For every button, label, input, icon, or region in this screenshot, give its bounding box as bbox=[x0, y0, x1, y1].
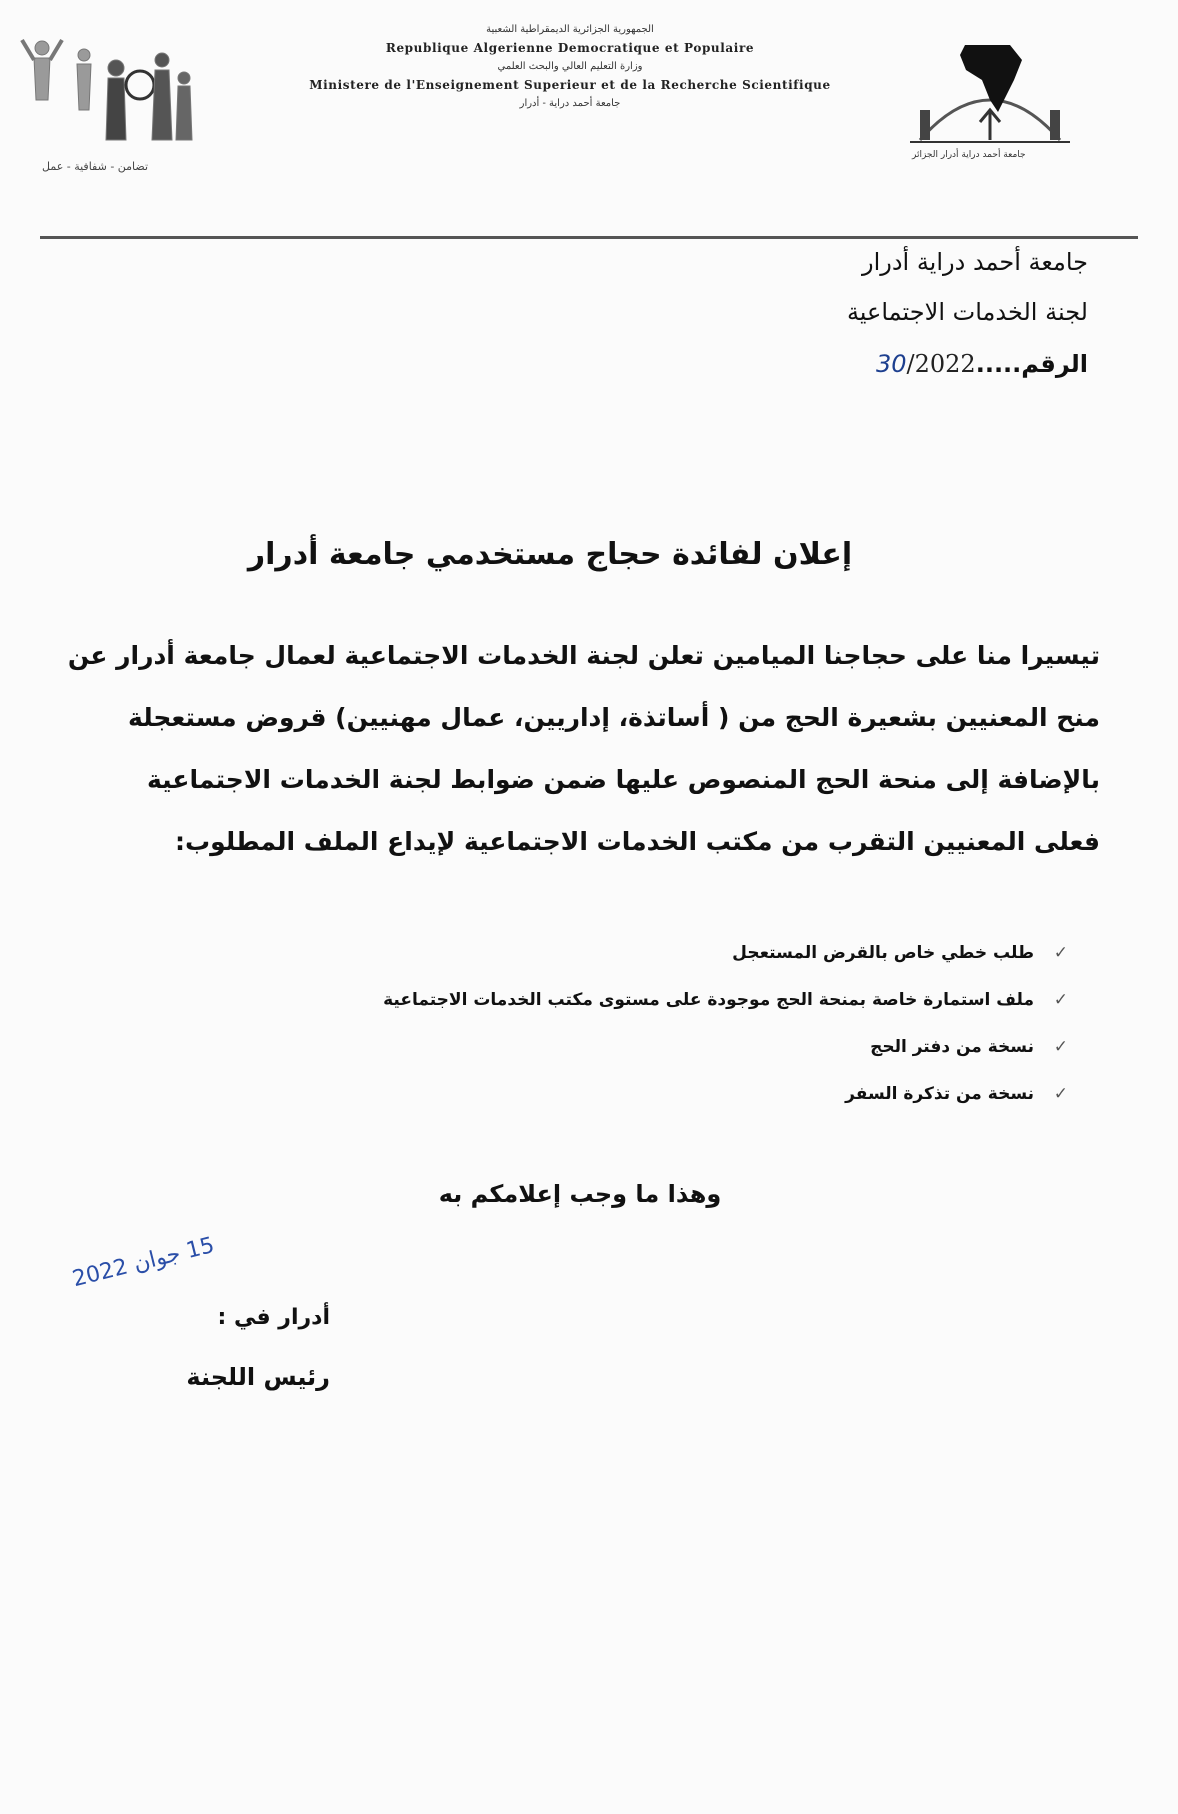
body-line: فعلى المعنيين التقرب من مكتب الخدمات الاجتماعية لإيداع الملف المطلوب: bbox=[175, 827, 1100, 856]
signature-role: رئيس اللجنة bbox=[186, 1363, 330, 1391]
university-logo bbox=[900, 40, 1100, 180]
announcement-body bbox=[20, 625, 1100, 873]
republic-french: Republique Algerienne Democratique et Populaire bbox=[385, 41, 755, 55]
list-item bbox=[168, 977, 1068, 1024]
reference-year: /2022 bbox=[906, 350, 976, 378]
list-item-text: ملف استمارة خاصة بمنحة الحج موجودة على مستوى مكتب الخدمات الاجتماعية bbox=[383, 990, 1034, 1010]
reference-number bbox=[488, 350, 1088, 378]
social-services-logo bbox=[12, 30, 222, 180]
check-icon: ✓ bbox=[1053, 990, 1068, 1010]
ministry-french: Ministere de l'Enseignement Superieur et de la Recherche Scientifique bbox=[309, 78, 831, 92]
check-icon: ✓ bbox=[1053, 943, 1068, 963]
required-documents-list bbox=[168, 930, 1068, 1118]
family-figures-icon bbox=[12, 30, 202, 155]
list-item bbox=[168, 1071, 1068, 1118]
check-icon: ✓ bbox=[1053, 1084, 1068, 1104]
letterhead bbox=[250, 22, 890, 111]
list-item-text: نسخة من دفتر الحج bbox=[870, 1037, 1034, 1057]
logo-caption: جامعة أحمد دراية أدرار الجزائر bbox=[912, 150, 1026, 160]
sender-committee: لجنة الخدمات الاجتماعية bbox=[846, 298, 1088, 326]
list-item-text: نسخة من تذكرة السفر bbox=[845, 1084, 1034, 1104]
africa-map-icon bbox=[900, 40, 1080, 150]
reference-handwritten-number: 30 bbox=[875, 350, 907, 378]
announcement-title: إعلان لفائدة حجاج مستخدمي جامعة أدرار bbox=[247, 537, 853, 572]
body-line: منح المعنيين بشعيرة الحج من ( أساتذة، إداريين، عمال مهنيين) قروض مستعجلة bbox=[128, 703, 1100, 732]
body-line: بالإضافة إلى منحة الحج المنصوص عليها ضمن ضوابط لجنة الخدمات الاجتماعية bbox=[147, 765, 1100, 794]
body-line: تيسيرا منا على حجاجنا الميامين تعلن لجنة الخدمات الاجتماعية لعمال جامعة أدرار عن bbox=[67, 641, 1100, 670]
closing-line: وهذا ما وجب إعلامكم به bbox=[438, 1180, 722, 1208]
republic-arabic: الجمهورية الجزائرية الديمقراطية الشعبية bbox=[486, 24, 654, 35]
header-divider bbox=[40, 236, 1138, 239]
university-arabic: جامعة أحمد دراية - أدرار bbox=[519, 98, 621, 109]
ministry-arabic: وزارة التعليم العالي والبحث العلمي bbox=[497, 61, 643, 72]
list-item bbox=[168, 1024, 1068, 1071]
list-item-text: طلب خطي خاص بالقرض المستعجل bbox=[732, 943, 1034, 963]
signature-place: أدرار في : bbox=[217, 1305, 330, 1330]
reference-label: الرقم..... bbox=[975, 350, 1088, 378]
list-item bbox=[168, 930, 1068, 977]
date-stamp: 15 جوان 2022 bbox=[70, 1232, 217, 1293]
check-icon: ✓ bbox=[1053, 1037, 1068, 1057]
sender-university: جامعة أحمد دراية أدرار bbox=[861, 248, 1088, 276]
logo-motto: تضامن - شفافية - عمل bbox=[42, 160, 149, 173]
